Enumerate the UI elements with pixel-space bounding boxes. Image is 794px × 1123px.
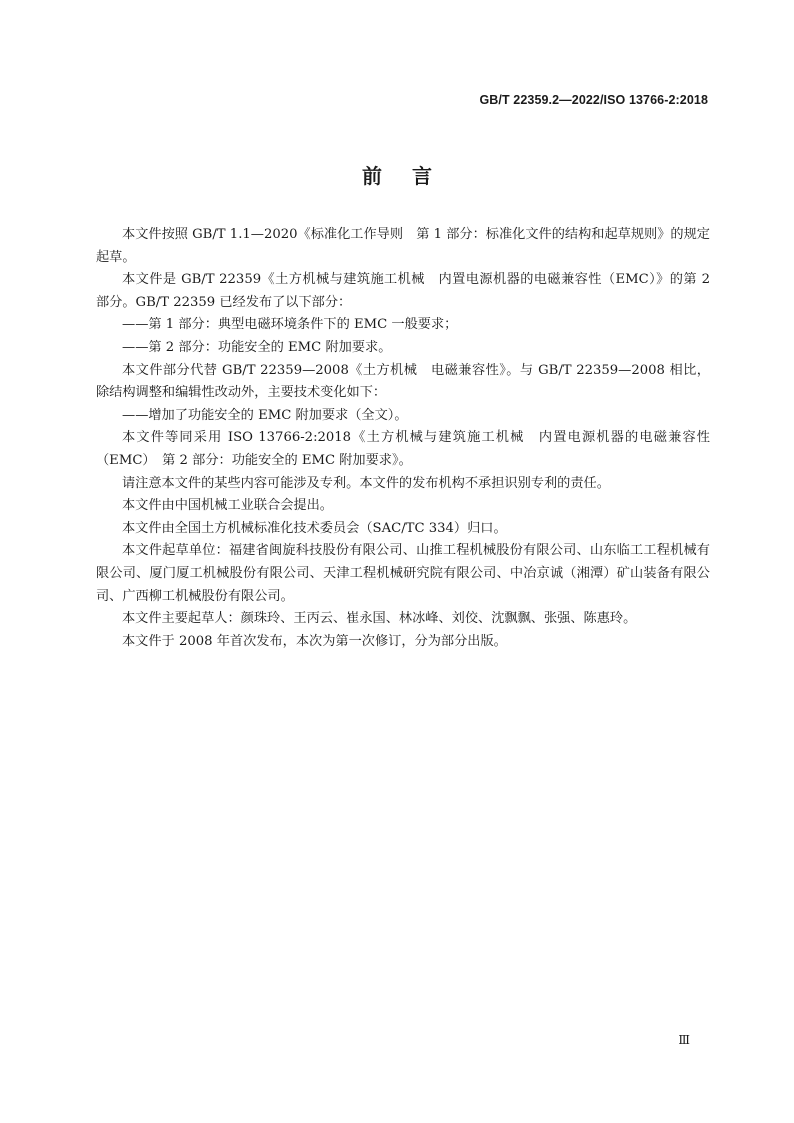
foreword-body (96, 224, 710, 653)
paragraph-series-info: 本文件是 GB/T 22359《土方机械与建筑施工机械 内置电源机器的电磁兼容性（EMC）》的第 2 部分。GB/T 22359 已经发布了以下部分： (96, 272, 710, 310)
paragraph-proposer: 本文件由中国机械工业联合会提出。 (122, 498, 333, 514)
paragraph-patent-notice: 请注意本文件的某些内容可能涉及专利。本文件的发布机构不承担识别专利的责任。 (122, 475, 610, 491)
paragraph-replaces: 本文件部分代替 GB/T 22359—2008《土方机械 电磁兼容性》。与 GB/T 22359—2008 相比，除结构调整和编辑性改动外，主要技术变化如下： (96, 362, 710, 401)
paragraph-drafters: 本文件主要起草人：颜珠玲、王丙云、崔永国、林冰峰、刘佼、沈飘飘、张强、陈惠玲。 (122, 611, 637, 627)
paragraph-drafting-rules: 本文件按照 GB/T 1.1—2020《标准化工作导则 第 1 部分：标准化文件的结构和起草规则》的规定起草。 (96, 227, 710, 265)
paragraph-committee: 本文件由全国土方机械标准化技术委员会（SAC/TC 334）归口。 (122, 520, 507, 536)
list-item-change: ——增加了功能安全的 EMC 附加要求（全文）。 (122, 407, 408, 423)
list-item-part-2: ——第 2 部分：功能安全的 EMC 附加要求。 (122, 339, 392, 355)
list-item-part-1: ——第 1 部分：典型电磁环境条件下的 EMC 一般要求； (122, 317, 458, 333)
page-title: 前言 (362, 164, 462, 188)
paragraph-history: 本文件于 2008 年首次发布，本次为第一次修订，分为部分出版。 (122, 633, 507, 649)
page-number: Ⅲ (678, 1033, 690, 1047)
paragraph-iso-equivalence: 本文件等同采用 ISO 13766-2:2018《土方机械与建筑施工机械 内置电源机器的电磁兼容性（EMC） 第 2 部分：功能安全的 EMC 附加要求》。 (96, 430, 710, 468)
paragraph-drafting-units: 本文件起草单位：福建省闽旋科技股份有限公司、山推工程机械股份有限公司、山东临工工程机械有限公司、厦门厦工机械股份有限公司、天津工程机械研究院有限公司、中冶京诚（湘潭）矿山装备有限公司、广西柳工机械股份有限公司。 (96, 543, 710, 604)
standard-code: GB/T 22359.2—2022/ISO 13766-2:2018 (479, 93, 708, 107)
